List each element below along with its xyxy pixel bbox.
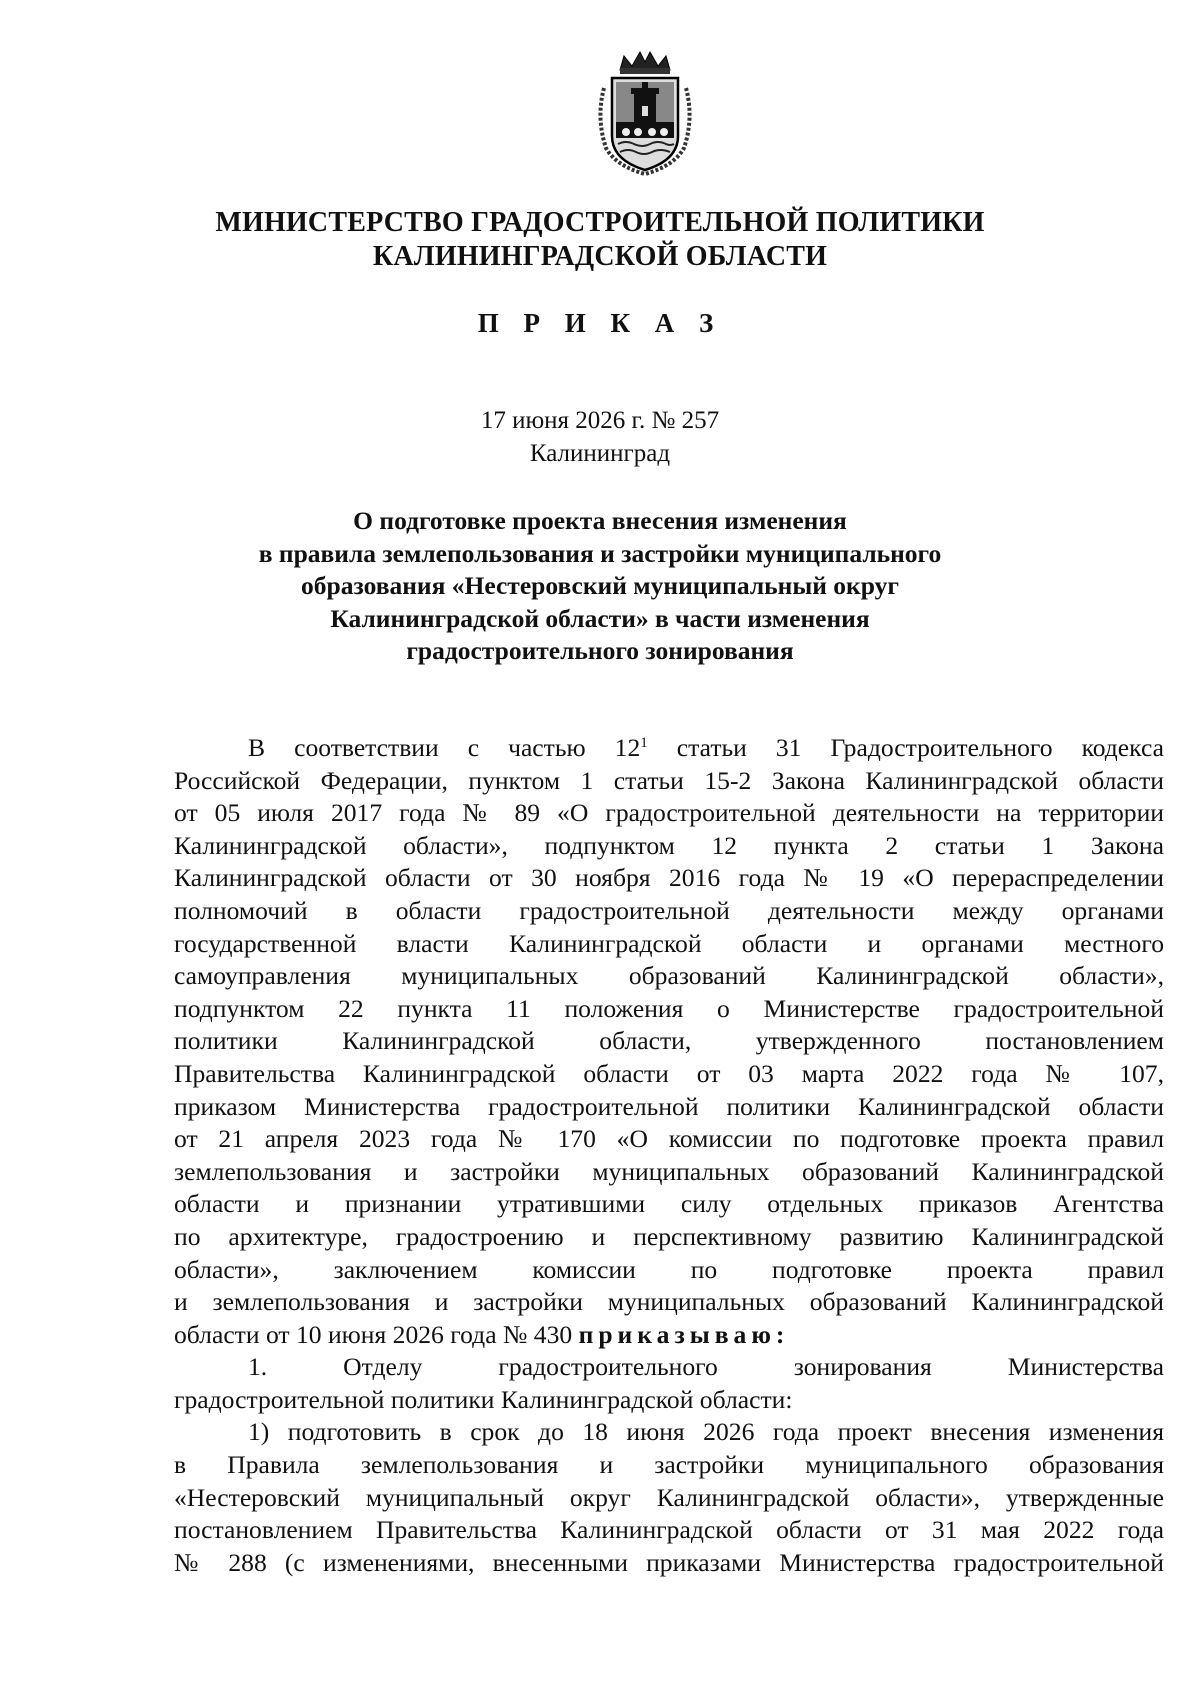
body-line: землепользования и застройки муниципальных образований Калининградской — [174, 1156, 1164, 1186]
body-line — [174, 732, 1164, 765]
document-body — [174, 732, 1164, 1579]
date-and-place — [120, 404, 1080, 470]
body-line: от 05 июля 2017 года № 89 «О градостроительной деятельности на территории — [174, 798, 1164, 828]
body-line: «Нестеровский муниципальный округ Калининградской области», утвержденные — [174, 1482, 1164, 1512]
organization-name-line-1: МИНИСТЕРСТВО ГРАДОСТРОИТЕЛЬНОЙ ПОЛИТИКИ — [215, 207, 985, 238]
body-line: государственной власти Калининградской области и органами местного — [174, 928, 1164, 958]
body-line: 1) подготовить в срок до 18 июня 2026 года проект внесения изменения — [248, 1417, 1164, 1447]
body-line: и землепользования и застройки муниципальных образований Калининградской — [174, 1287, 1164, 1317]
document-type: П Р И К А З — [477, 308, 723, 338]
body-text-fragment: статьи 31 Градостроительного кодекса — [647, 733, 1164, 762]
body-line: Российской Федерации, пунктом 1 статьи 15-2 Закона Калининградской области — [174, 765, 1164, 795]
body-line: в Правила землепользования и застройки муниципального образования — [174, 1450, 1164, 1480]
body-line: политики Калининградской области, утвержденного постановлением — [174, 1026, 1164, 1056]
order-verb: приказываю: — [578, 1319, 790, 1349]
body-line: Калининградской области», подпунктом 12 пункта 2 статьи 1 Закона — [174, 830, 1164, 860]
title-line: в правила землепользования и застройки муниципального — [258, 538, 942, 568]
title-line: градостроительного зонирования — [406, 636, 794, 665]
body-line: самоуправления муниципальных образований Калининградской области», — [174, 961, 1164, 991]
body-line: от 21 апреля 2023 года № 170 «О комиссии по подготовке проекта правил — [174, 1124, 1164, 1154]
title-line: образования «Нестеровский муниципальный округ — [301, 571, 899, 600]
body-line: Калининградской области от 30 ноября 2016 года № 19 «О перераспределении — [174, 863, 1164, 893]
superscript: 1 — [640, 735, 648, 751]
coat-of-arms-icon — [590, 48, 700, 178]
document-title — [120, 505, 1080, 668]
body-line: градостроительной политики Калининградской области: — [174, 1384, 793, 1414]
body-line: по архитектуре, градостроению и перспективному развитию Калининградской — [174, 1221, 1164, 1251]
body-text-fragment: области от 10 июня 2026 года № 430 — [174, 1319, 579, 1349]
title-line: О подготовке проекта внесения изменения — [353, 506, 847, 535]
organization-header — [120, 206, 1080, 274]
body-line: № 288 (с изменениями, внесенными приказами Министерства градостроительной — [174, 1547, 1164, 1577]
title-line: Калининградской области» в части изменения — [330, 603, 870, 633]
body-line: полномочий в области градостроительной деятельности между органами — [174, 895, 1164, 925]
date-number: 17 июня 2026 г. № 257 — [480, 407, 720, 434]
body-line: области и признании утратившими силу отдельных приказов Агентства — [174, 1189, 1164, 1219]
body-line: подпунктом 22 пункта 11 положения о Министерстве градостроительной — [174, 993, 1164, 1023]
body-line: приказом Министерства градостроительной политики Калининградской области — [174, 1091, 1164, 1121]
body-line: Правительства Калининградской области от 03 марта 2022 года № 107, — [174, 1058, 1164, 1088]
body-line: постановлением Правительства Калининградской области от 31 мая 2022 года — [174, 1515, 1164, 1545]
place: Калининград — [529, 440, 671, 467]
body-text-fragment: В соответствии с частью 12 — [248, 733, 641, 762]
organization-name-line-2: КАЛИНИНГРАДСКОЙ ОБЛАСТИ — [372, 241, 828, 272]
body-line: 1. Отделу градостроительного зонирования Министерства — [248, 1352, 1164, 1382]
body-line: области», заключением комиссии по подготовке проекта правил — [174, 1254, 1164, 1284]
body-line — [174, 1319, 1164, 1352]
